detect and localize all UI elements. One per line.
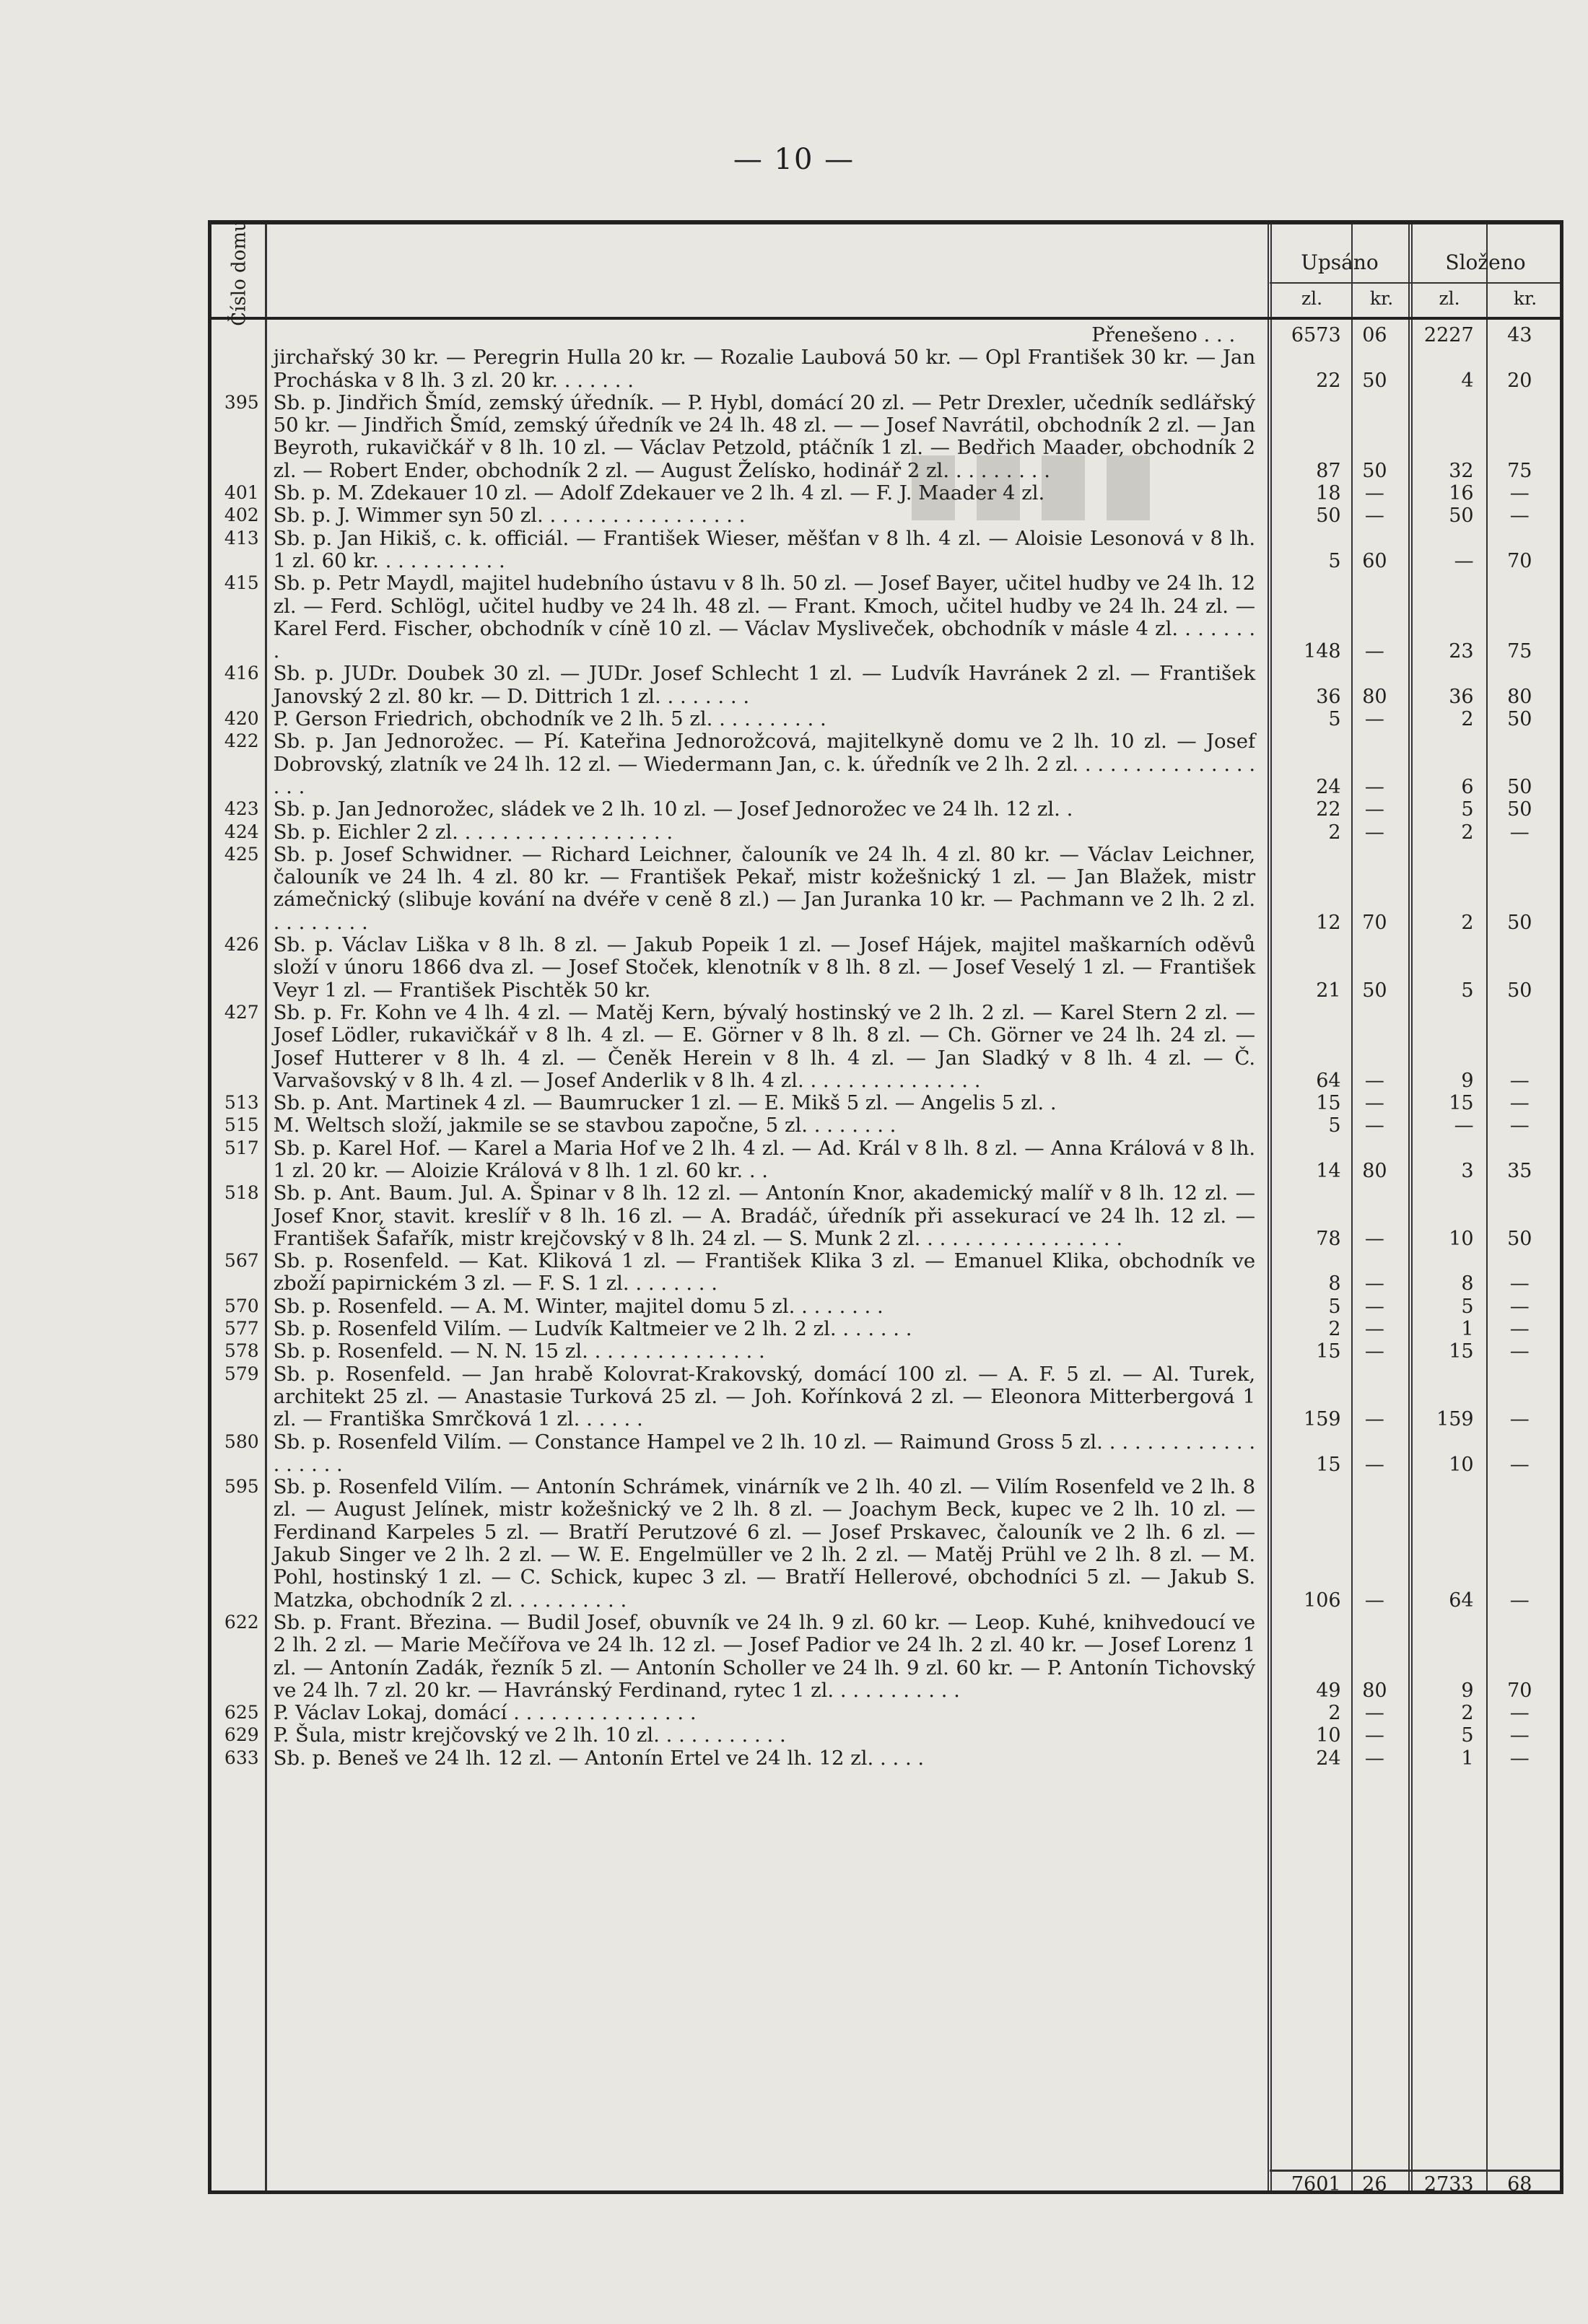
paid-kr: 75 <box>1507 640 1532 663</box>
paid-zl: 2 <box>1461 821 1474 844</box>
ledger-row <box>211 730 1560 798</box>
subscribed-zl: 78 <box>1316 1227 1341 1250</box>
subscribed-kr: 70 <box>1362 911 1387 934</box>
subscribed-kr: — <box>1364 640 1384 663</box>
house-number: 427 <box>224 1001 259 1023</box>
paid-zl: 9 <box>1461 1679 1474 1702</box>
paid-kr: 20 <box>1507 369 1532 392</box>
paid-zl: 10 <box>1449 1453 1474 1476</box>
house-number: 517 <box>224 1137 259 1158</box>
paid-kr: — <box>1509 1408 1530 1431</box>
paid-kr: — <box>1509 1295 1530 1318</box>
table-header <box>211 219 1560 326</box>
entry-text: jirchařský 30 kr. — Peregrin Hulla 20 kr. — Rozalie Laubová 50 kr. — Opl František 30 kr. — Jan Procháska v 8 lh. 3 zl. 20 kr. . . . . . . <box>273 346 1256 392</box>
subscribed-zl: 22 <box>1316 798 1341 821</box>
paid-kr: 80 <box>1507 685 1532 708</box>
house-number: 416 <box>224 663 259 684</box>
subscribed-zl: 24 <box>1316 775 1341 798</box>
subscribed-zl: 21 <box>1316 979 1341 1002</box>
paid-zl: 50 <box>1449 504 1474 528</box>
subscribed-zl: 64 <box>1316 1069 1341 1092</box>
paid-kr: — <box>1509 1453 1530 1476</box>
paid-kr: — <box>1509 1589 1530 1612</box>
subscribed-kr: 60 <box>1362 549 1387 572</box>
ledger-row <box>211 1724 1560 1747</box>
paid-zl: 8 <box>1461 1272 1474 1296</box>
subscribed-zl: 24 <box>1316 1747 1341 1770</box>
paid-kr: 50 <box>1507 708 1532 731</box>
house-number: 413 <box>224 527 259 549</box>
ledger-row <box>211 504 1560 527</box>
entry-text: Sb. p. JUDr. Doubek 30 zl. — JUDr. Josef Schlecht 1 zl. — Ludvík Havránek 2 zl. — František Janovský 2 zl. 80 kr. — D. Dittrich 1 zl. . . . . . . . <box>273 662 1256 708</box>
paid-zl: 15 <box>1449 1092 1474 1115</box>
header-subscribed: Upsáno <box>1301 250 1379 274</box>
entry-text: Sb. p. Ant. Baum. Jul. A. Špinar v 8 lh. 12 zl. — Antonín Knor, akademický malíř v 8 lh. 12 zl. — Josef Knor, stavit. kreslíř v 8 lh. 16 zl. — A. Bradáč, úředník při assekurací ve 24 lh. 12 zl. — František Šafařík, mistr krejčovský v 8 lh. 24 zl. — S. Munk 2 zl. . . . . . . . . . . . . . . . . <box>273 1181 1256 1250</box>
entry-text: Sb. p. Rosenfeld. — A. M. Winter, majitel domu 5 zl. . . . . . . . <box>273 1294 884 1318</box>
subscribed-kr: — <box>1364 775 1384 798</box>
subscribed-zl: 6573 <box>1291 324 1341 346</box>
house-number: 425 <box>224 843 259 865</box>
subscribed-zl: 10 <box>1316 1724 1341 1747</box>
subscribed-kr: — <box>1364 708 1384 731</box>
house-number: 401 <box>224 482 259 504</box>
paid-zl: 9 <box>1461 1069 1474 1092</box>
paid-kr: — <box>1509 821 1530 844</box>
ledger-row <box>211 482 1560 504</box>
house-number: 423 <box>224 798 259 820</box>
entry-text: P. Šula, mistr krejčovský ve 2 lh. 10 zl. . . . . . . . . . . <box>273 1724 786 1747</box>
paid-kr: — <box>1509 1114 1530 1137</box>
ledger-row <box>211 1002 1560 1092</box>
entry-text: Sb. p. Rosenfeld. — N. N. 15 zl. . . . . . . . . . . . . . . <box>273 1340 765 1363</box>
ledger-table <box>208 220 1563 2194</box>
entry-text: Přenešeno . . . <box>1091 323 1236 346</box>
subscribed-zl: 15 <box>1316 1340 1341 1363</box>
entry-text: Sb. p. Josef Schwidner. — Richard Leichner, čalouník ve 24 lh. 4 zl. 80 kr. — Václav Leichner, čalouník ve 24 lh. 4 zl. 80 kr. — František Pekař, mistr kožešnický 1 zl. — Jan Blažek, mistr zámečnický (slibuje kování na dvéře v ceně 8 zl.) — Jan Juranka 10 kr. — Pachmann ve 2 lh. 2 zl. . . . . . . . . <box>273 842 1256 934</box>
entry-text: P. Václav Lokaj, domácí . . . . . . . . . . . . . . . <box>273 1701 697 1725</box>
subscribed-kr: 80 <box>1362 1159 1387 1182</box>
ledger-row <box>211 1340 1560 1363</box>
paid-kr: — <box>1509 1318 1530 1341</box>
paid-zl: 1 <box>1461 1747 1474 1770</box>
paid-zl: — <box>1454 1114 1474 1137</box>
ledger-row <box>211 798 1560 821</box>
paid-kr: — <box>1509 1272 1530 1296</box>
subscribed-kr: — <box>1364 1340 1384 1363</box>
paid-zl: 2227 <box>1423 324 1474 346</box>
house-number: 622 <box>224 1611 259 1633</box>
subscribed-kr: — <box>1364 504 1384 528</box>
paid-kr: 50 <box>1507 1227 1532 1250</box>
ledger-row <box>211 1431 1560 1477</box>
paid-kr: — <box>1509 1702 1530 1725</box>
subscribed-kr: — <box>1364 1453 1384 1476</box>
subscribed-zl: 2 <box>1328 821 1341 844</box>
paid-kr: 70 <box>1507 549 1532 572</box>
subscribed-zl: 22 <box>1316 369 1341 392</box>
entry-text: Sb. p. Rosenfeld Vilím. — Antonín Schrámek, vinárník ve 2 lh. 40 zl. — Vilím Rosenfeld ve 2 lh. 8 zl. — August Jelínek, mistr kožešnický ve 2 lh. 8 zl. — Joachym Beck, kupec ve 2 lh. 10 zl. — Ferdinand Karpeles 5 zl. — Bratří Perutzové 6 zl. — Josef Prskavec, čalouník ve 2 lh. 6 zl. — Jakub Singer ve 2 lh. 2 zl. — W. E. Engelmüller ve 2 lh. 2 zl. — Matěj Prühl ve 2 lh. 8 zl. — M. Pohl, hostinský 1 zl. — C. Schick, kupec 3 zl. — Bratří Hellerové, obchodníci 5 zl. — Jakub S. Matzka, obchodník 2 zl. . . . . . . . . . <box>273 1475 1256 1612</box>
house-number: 580 <box>224 1430 259 1452</box>
ledger-row <box>211 392 1560 482</box>
subscribed-kr: — <box>1364 1092 1384 1115</box>
ledger-row <box>211 1318 1560 1340</box>
paid-zl: 2 <box>1461 708 1474 731</box>
house-number: 518 <box>224 1182 259 1204</box>
subscribed-kr: — <box>1364 1318 1384 1341</box>
header-divider <box>1270 282 1560 284</box>
subscribed-kr: — <box>1364 1747 1384 1770</box>
paid-kr: 43 <box>1507 324 1532 346</box>
subscribed-kr: — <box>1364 482 1384 505</box>
paid-zl: 16 <box>1449 482 1474 505</box>
ledger-row <box>211 1182 1560 1250</box>
paid-kr: — <box>1509 504 1530 528</box>
paid-kr: 50 <box>1507 798 1532 821</box>
subscribed-zl: 2 <box>1328 1702 1341 1725</box>
entry-text: Sb. p. Fr. Kohn ve 4 lh. 4 zl. — Matěj Kern, bývalý hostinský ve 2 lh. 2 zl. — Karel Stern 2 zl. — Josef Lödler, rukavičkář v 8 lh. 4 zl. — E. Görner v 8 lh. 8 zl. — Ch. Görner ve 24 lh. 24 zl. — Josef Hutterer v 8 lh. 4 zl. — Čeněk Herein v 8 lh. 4 zl. — Jan Sladký v 8 lh. 4 zl. — Č. Varvašovský v 8 lh. 4 zl. — Josef Anderlik v 8 lh. 4 zl. . . . . . . . . . . . . . . <box>273 1000 1256 1092</box>
ledger-rows <box>211 324 1560 1770</box>
totals-row <box>211 2173 1560 2196</box>
subscribed-zl: 159 <box>1304 1408 1341 1431</box>
entry-text: Sb. p. Rosenfeld Vilím. — Constance Hampel ve 2 lh. 10 zl. — Raimund Gross 5 zl. . . . . . . . . . . . . . . . . . . <box>273 1430 1256 1476</box>
subscribed-zl: 50 <box>1316 504 1341 528</box>
subscribed-kr: — <box>1364 1702 1384 1725</box>
house-number: 633 <box>224 1747 259 1768</box>
subscribed-kr: — <box>1364 1295 1384 1318</box>
subscribed-kr: — <box>1364 821 1384 844</box>
total-paid-kr: 68 <box>1507 2173 1532 2196</box>
house-number: 420 <box>224 708 259 730</box>
paid-zl: 15 <box>1449 1340 1474 1363</box>
entry-text: Sb. p. Beneš ve 24 lh. 12 zl. — Antonín Ertel ve 24 lh. 12 zl. . . . . <box>273 1746 925 1770</box>
ledger-row <box>211 1476 1560 1612</box>
paid-zl: 32 <box>1449 459 1474 482</box>
subscribed-zl: 87 <box>1316 459 1341 482</box>
ledger-row <box>211 1296 1560 1318</box>
subscribed-zl: 148 <box>1304 640 1341 663</box>
ledger-row <box>211 663 1560 708</box>
header-paid-kr: kr. <box>1513 288 1537 309</box>
paid-zl: 5 <box>1461 798 1474 821</box>
entry-text: Sb. p. Jan Hikiš, c. k. officiál. — František Wieser, měšťan v 8 lh. 4 zl. — Aloisie Lesonová v 8 lh. 1 zl. 60 kr. . . . . . . . . . . <box>273 526 1256 572</box>
subscribed-zl: 14 <box>1316 1159 1341 1182</box>
ledger-row <box>211 1092 1560 1114</box>
paid-zl: 2 <box>1461 1702 1474 1725</box>
ledger-row <box>211 528 1560 573</box>
subscribed-zl: 5 <box>1328 549 1341 572</box>
paid-kr: — <box>1509 482 1530 505</box>
paid-zl: 10 <box>1449 1227 1474 1250</box>
paid-zl: 5 <box>1461 1724 1474 1747</box>
subscribed-kr: — <box>1364 1272 1384 1296</box>
ledger-row <box>211 1250 1560 1296</box>
paid-zl: 6 <box>1461 775 1474 798</box>
ledger-row <box>211 844 1560 934</box>
header-house-number: Číslo domu <box>229 219 251 326</box>
subscribed-zl: 18 <box>1316 482 1341 505</box>
house-number: 625 <box>224 1702 259 1724</box>
paid-zl: 64 <box>1449 1589 1474 1612</box>
paid-kr: 35 <box>1507 1159 1532 1182</box>
subscribed-zl: 5 <box>1328 1114 1341 1137</box>
paid-kr: — <box>1509 1069 1530 1092</box>
subscribed-zl: 8 <box>1328 1272 1341 1296</box>
ledger-row <box>211 1702 1560 1724</box>
carry-forward-row <box>211 324 1560 346</box>
entry-text: Sb. p. Václav Liška v 8 lh. 8 zl. — Jakub Popeik 1 zl. — Josef Hájek, majitel maškarních oděvů složí v únoru 1866 dva zl. — Josef Stoček, klenotník v 8 lh. 8 zl. — Josef Veselý 1 zl. — František Veyr 1 zl. — František Pischtěk 50 kr. <box>273 933 1256 1002</box>
paid-zl: 36 <box>1449 685 1474 708</box>
header-paid-zl: zl. <box>1439 288 1460 309</box>
entry-text: Sb. p. Rosenfeld Vilím. — Ludvík Kaltmeier ve 2 lh. 2 zl. . . . . . . <box>273 1317 912 1341</box>
total-subscribed-zl: 7601 <box>1291 2173 1341 2196</box>
ledger-row <box>211 572 1560 663</box>
house-number: 567 <box>224 1250 259 1272</box>
house-number: 515 <box>224 1114 259 1136</box>
paid-kr: 50 <box>1507 911 1532 934</box>
ledger-row <box>211 934 1560 1002</box>
entry-text: P. Gerson Friedrich, obchodník ve 2 lh. 5 zl. . . . . . . . . . <box>273 707 826 731</box>
ledger-row <box>211 1747 1560 1770</box>
subscribed-zl: 12 <box>1316 911 1341 934</box>
paid-kr: 50 <box>1507 775 1532 798</box>
entry-text: Sb. p. Jindřich Šmíd, zemský úředník. — P. Hybl, domácí 20 zl. — Petr Drexler, učedník sedlářský 50 kr. — Jindřich Šmíd, zemský úředník ve 24 lh. 48 zl. — — Josef Navrátil, obchodník 2 zl. — Jan Beyroth, rukavičkář v 8 lh. 10 zl. — Václav Petzold, ptáčník 1 zl. — Bedřich Maader, obchodník 2 zl. — Robert Ender, obchodník 2 zl. — August Želísko, hodinář 2 zl. . . . . . . . . <box>273 390 1256 482</box>
entry-text: Sb. p. J. Wimmer syn 50 zl. . . . . . . . . . . . . . . . . <box>273 504 746 528</box>
house-number: 424 <box>224 821 259 842</box>
subscribed-kr: — <box>1364 1589 1384 1612</box>
entry-text: Sb. p. Frant. Březina. — Budil Josef, obuvník ve 24 lh. 9 zl. 60 kr. — Leop. Kuhé, knihvedoucí ve 2 lh. 2 zl. — Marie Mečířova ve 24 lh. 12 zl. — Josef Padior ve 24 lh. 2 zl. 40 kr. — Josef Lorenz 1 zl. — Antonín Zadák, řezník 5 zl. — Antonín Scholler ve 24 lh. 9 zl. 60 kr. — P. Antonín Tichovský ve 24 lh. 7 zl. 20 kr. — Havránský Ferdinand, rytec 1 zl. . . . . . . . . . . <box>273 1610 1256 1702</box>
ledger-row <box>211 346 1560 392</box>
ledger-row <box>211 1363 1560 1431</box>
header-subscribed-kr: kr. <box>1369 288 1394 309</box>
paid-zl: 5 <box>1461 979 1474 1002</box>
paid-kr: 50 <box>1507 979 1532 1002</box>
house-number: 577 <box>224 1318 259 1340</box>
paid-kr: — <box>1509 1340 1530 1363</box>
subscribed-zl: 15 <box>1316 1092 1341 1115</box>
paid-kr: — <box>1509 1724 1530 1747</box>
paid-kr: — <box>1509 1092 1530 1115</box>
ledger-row <box>211 821 1560 844</box>
subscribed-kr: 50 <box>1362 459 1387 482</box>
house-number: 578 <box>224 1340 259 1362</box>
entry-text: Sb. p. Eichler 2 zl. . . . . . . . . . . . . . . . . . <box>273 820 673 844</box>
entry-text: Sb. p. M. Zdekauer 10 zl. — Adolf Zdekauer ve 2 lh. 4 zl. — F. J. Maader 4 zl. <box>273 481 1045 505</box>
subscribed-kr: 06 <box>1362 324 1387 346</box>
header-paid: Složeno <box>1445 250 1526 274</box>
subscribed-kr: — <box>1364 1408 1384 1431</box>
house-number: 402 <box>224 504 259 526</box>
subscribed-kr: — <box>1364 798 1384 821</box>
house-number: 595 <box>224 1476 259 1498</box>
subscribed-zl: 15 <box>1316 1453 1341 1476</box>
paid-zl: 23 <box>1449 640 1474 663</box>
totals-divider <box>1270 2170 1560 2172</box>
subscribed-zl: 106 <box>1304 1589 1341 1612</box>
entry-text: Sb. p. Petr Maydl, majitel hudebního ústavu v 8 lh. 50 zl. — Josef Bayer, učitel hudby ve 24 lh. 12 zl. — Ferd. Schlögl, učitel hudby ve 24 lh. 48 zl. — Frant. Kmoch, učitel hudby ve 24 lh. 24 zl. — Karel Ferd. Fischer, obchodník v cíně 10 zl. — Václav Mysliveček, obchodník v másle 4 zl. . . . . . . . <box>273 572 1256 663</box>
header-subscribed-zl: zl. <box>1301 288 1323 309</box>
subscribed-zl: 2 <box>1328 1318 1341 1341</box>
ledger-row <box>211 1612 1560 1702</box>
house-number: 570 <box>224 1295 259 1316</box>
ledger-row <box>211 708 1560 730</box>
subscribed-kr: — <box>1364 1114 1384 1137</box>
entry-text: Sb. p. Karel Hof. — Karel a Maria Hof ve 2 lh. 4 zl. — Ad. Král v 8 lh. 8 zl. — Anna Králová v 8 lh. 1 zl. 20 kr. — Aloizie Králová v 8 lh. 1 zl. 60 kr. . . <box>273 1136 1256 1182</box>
entry-text: Sb. p. Jan Jednorožec, sládek ve 2 lh. 10 zl. — Josef Jednorožec ve 24 lh. 12 zl. . <box>273 798 1073 821</box>
subscribed-kr: — <box>1364 1069 1384 1092</box>
subscribed-zl: 49 <box>1316 1679 1341 1702</box>
house-number: 395 <box>224 391 259 413</box>
ledger-row <box>211 1137 1560 1183</box>
entry-text: Sb. p. Ant. Martinek 4 zl. — Baumrucker 1 zl. — E. Mikš 5 zl. — Angelis 5 zl. . <box>273 1091 1057 1115</box>
subscribed-kr: 50 <box>1362 369 1387 392</box>
subscribed-kr: — <box>1364 1227 1384 1250</box>
house-number: 426 <box>224 934 259 956</box>
paid-kr: 75 <box>1507 459 1532 482</box>
total-subscribed-kr: 26 <box>1362 2173 1387 2196</box>
entry-text: M. Weltsch složí, jakmile se se stavbou započne, 5 zl. . . . . . . . <box>273 1114 896 1137</box>
subscribed-kr: 80 <box>1362 685 1387 708</box>
house-number: 422 <box>224 730 259 752</box>
subscribed-zl: 36 <box>1316 685 1341 708</box>
entry-text: Sb. p. Jan Jednorožec. — Pí. Kateřina Jednorožcová, majitelkyně domu ve 2 lh. 10 zl. — Josef Dobrovský, zlatník ve 24 lh. 12 zl. — Wiedermann Jan, c. k. úředník ve 2 lh. 2 zl. . . . . . . . . . . . . . . . . . <box>273 730 1256 798</box>
house-number: 415 <box>224 572 259 594</box>
house-number: 629 <box>224 1724 259 1746</box>
paid-kr: — <box>1509 1747 1530 1770</box>
house-number: 579 <box>224 1363 259 1384</box>
entry-text: Sb. p. Rosenfeld. — Kat. Kliková 1 zl. — František Klika 3 zl. — Emanuel Klika, obchodník ve zboží papirnickém 3 zl. — F. S. 1 zl. . . . . . . . <box>273 1249 1256 1296</box>
subscribed-kr: 80 <box>1362 1679 1387 1702</box>
ledger-row <box>211 1114 1560 1137</box>
subscribed-kr: — <box>1364 1724 1384 1747</box>
paid-zl: 3 <box>1461 1159 1474 1182</box>
subscribed-zl: 5 <box>1328 708 1341 731</box>
paid-zl: — <box>1454 549 1474 572</box>
paid-zl: 5 <box>1461 1295 1474 1318</box>
subscribed-kr: 50 <box>1362 979 1387 1002</box>
entry-text: Sb. p. Rosenfeld. — Jan hrabě Kolovrat-Krakovský, domácí 100 zl. — A. F. 5 zl. — Al. Turek, architekt 25 zl. — Anastasie Turková 25 zl. — Joh. Kořínková 2 zl. — Eleonora Mitterbergová 1 zl. — Františka Smrčková 1 zl. . . . . . <box>273 1362 1256 1431</box>
house-number: 513 <box>224 1092 259 1114</box>
paid-zl: 2 <box>1461 911 1474 934</box>
paid-zl: 1 <box>1461 1318 1474 1341</box>
paid-zl: 4 <box>1461 369 1474 392</box>
total-paid-zl: 2733 <box>1423 2173 1474 2196</box>
page-number: — 10 — <box>733 143 855 176</box>
paid-zl: 159 <box>1436 1408 1474 1431</box>
subscribed-zl: 5 <box>1328 1295 1341 1318</box>
paid-kr: 70 <box>1507 1679 1532 1702</box>
